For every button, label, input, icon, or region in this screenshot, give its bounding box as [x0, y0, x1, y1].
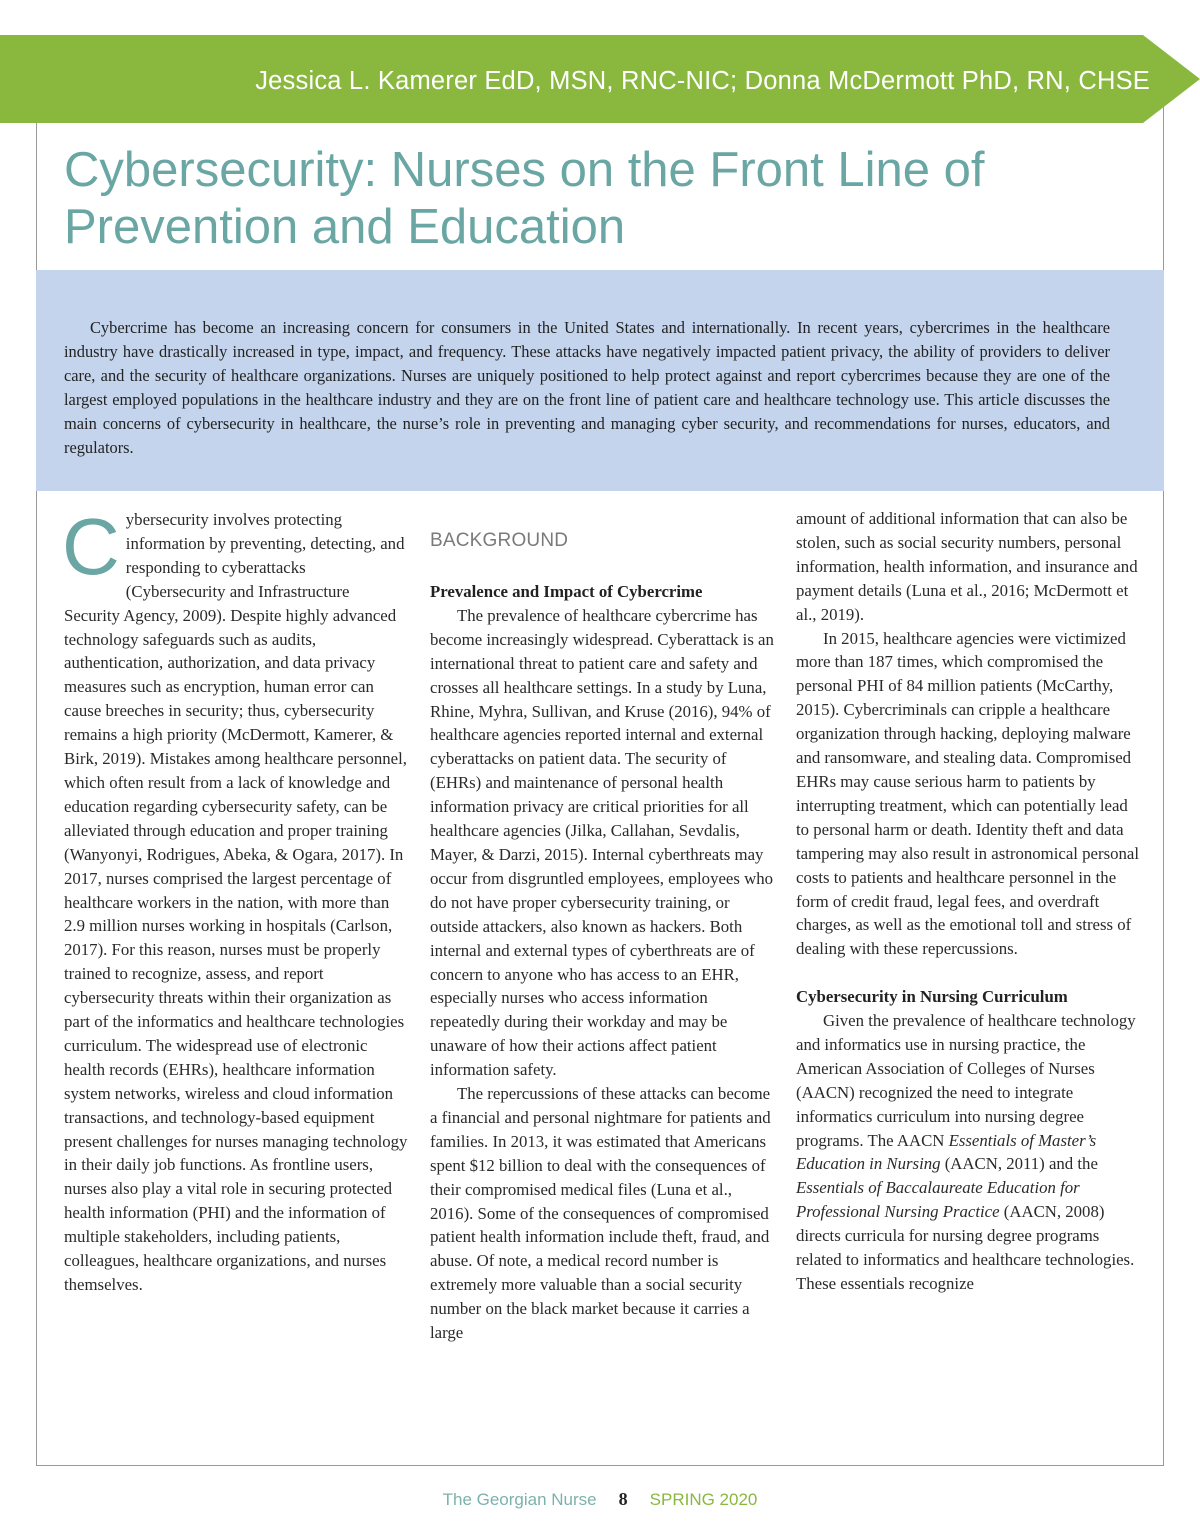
citation-title: Essentials of Baccalaureate Education for Professional Nursing Practice	[796, 1178, 1080, 1222]
title-line-2: Prevention and Education	[64, 200, 626, 254]
paragraph: The repercussions of these attacks can become a financial and personal nightmare for patients and families. In 2013, it was estimated that Americans spent $12 billion to deal with the consequences of their compromised medical files (Luna et al., 2016). Some of the consequences of compromised patient health information include theft, fraud, and abuse. Of note, a medical record number is extremely more valuable than a social security number on the black market because it carries a large	[430, 1084, 771, 1343]
abstract-box	[36, 270, 1164, 491]
text-run: (AACN, 2011) and the	[940, 1154, 1098, 1174]
citation-title: Essentials of Master’s Education in Nursing	[796, 1130, 1097, 1174]
spacer	[796, 961, 1141, 985]
text-run: Given the prevalence of healthcare technology and informatics use in nursing practice, the American Association of Colleges of Nurses (AACN) recognized the need to integrate informatics curriculum into nursing degree programs. The AACN	[796, 1011, 1136, 1150]
paragraph: In 2015, healthcare agencies were victimized more than 187 times, which compromised the personal PHI of 84 million patients (McCarthy, 2015). Cybercriminals can cripple a healthcare organization through hacking, deploying malware and ransomware, and stealing data. Compromised EHRs may cause serious harm to patients by interrupting treatment, which can potentially lead to personal harm or death. Identity theft and data tampering may also result in astronomical personal costs to patients and healthcare personnel in the form of credit fraud, legal fees, and overdraft charges, as well as the emotional toll and stress of dealing with these repercussions.	[796, 628, 1139, 959]
subheading-curriculum: Cybersecurity in Nursing Curriculum	[796, 987, 1068, 1007]
paragraph: The prevalence of healthcare cybercrime has become increasingly widespread. Cyberattack is an international threat to patient care and safety and crosses all healthcare settings. In a study by Luna, Rhine, Myhra, Sullivan, and Kruse (2016), 94% of healthcare agencies reported internal and external cyberattacks on patient data. The security of (EHRs) and maintenance of personal health information privacy are critical priorities for all healthcare agencies (Jilka, Callahan, Sevdalis, Mayer, & Darzi, 2015). Internal cyberthreats may occur from disgruntled employees, employees who do not have proper cybersecurity training, or outside attackers, also known as hackers. Both internal and external types of cyberthreats are of concern to anyone who has access to an EHR, especially nurses who access information repeatedly during their workday and may be unaware of how their actions affect patient information safety.	[430, 605, 774, 1080]
intro-paragraph	[62, 502, 409, 1297]
page-number: 8	[618, 1489, 628, 1509]
column-2	[430, 508, 775, 1345]
intro-text: ybersecurity involves protecting information by preventing, detecting, and responding to cyberattacks (Cybersecurity and Infrastructure Security Agency, 2009). Despite highly advanced technology safeguards such as audits, authentication, authorization, and data privacy measures such as encryption, human error can cause breeches in security; thus, cybersecurity remains a high priority (McDermott, Kamerer, & Birk, 2019). Mistakes among healthcare personnel, which often result from a lack of knowledge and education regarding cybersecurity safety, can be alleviated through education and proper training (Wanyonyi, Rodrigues, Abeka, & Ogara, 2017). In 2017, nurses comprised the largest percentage of healthcare workers in the nation, with more than 2.9 million nurses working in hospitals (Carlson, 2017). For this reason, nurses must be properly trained to recognize, assess, and report cybersecurity threats within their organization as part of the informatics and healthcare technologies curriculum. The widespread use of electronic health records (EHRs), healthcare information system networks, wireless and cloud information transactions, and technology-based equipment present challenges for nurses managing technology in their daily job functions. As frontline users, nurses also play a vital role in securing protected health information (PHI) and the information of multiple stakeholders, including patients, colleagues, healthcare organizations, and nurses themselves.	[64, 510, 408, 1294]
journal-name: The Georgian Nurse	[442, 1490, 597, 1509]
section-heading-background: BACKGROUND	[430, 530, 569, 551]
text-run: (AACN, 2008) directs curricula for nursing degree programs related to informatics and healthcare technologies. These essentials recognize	[796, 1202, 1135, 1293]
issue-label: SPRING 2020	[649, 1490, 758, 1509]
column-1	[62, 502, 409, 1297]
paragraph	[796, 1009, 1141, 1296]
title-line-1: Cybersecurity: Nurses on the Front Line of	[64, 143, 985, 197]
drop-cap: C	[62, 502, 120, 591]
column-3	[796, 507, 1141, 1296]
authors-line: Jessica L. Kamerer EdD, MSN, RNC-NIC; Donna McDermott PhD, RN, CHSE	[255, 67, 1150, 95]
paragraph: amount of additional information that can also be stolen, such as social security numbers, personal information, health information, and insurance and payment details (Luna et al., 2016; McDermott et al., 2019).	[796, 509, 1138, 624]
page-footer	[0, 1489, 1200, 1510]
subheading-prevalence: Prevalence and Impact of Cybercrime	[430, 582, 703, 601]
abstract-text: Cybercrime has become an increasing concern for consumers in the United States and internationally. In recent years, cybercrimes in the healthcare industry have drastically increased in type, impact, and frequency. These attacks have negatively impacted patient privacy, the ability of providers to deliver care, and the security of healthcare organizations. Nurses are uniquely positioned to help protect against and report cybercrimes because they are one of the largest employed populations in the healthcare industry and they are on the front line of patient care and healthcare technology use. This article discusses the main concerns of cybersecurity in healthcare, the nurse’s role in preventing and managing cyber security, and recommendations for nurses, educators, and regulators.	[64, 318, 1110, 457]
article-title	[64, 142, 1144, 256]
